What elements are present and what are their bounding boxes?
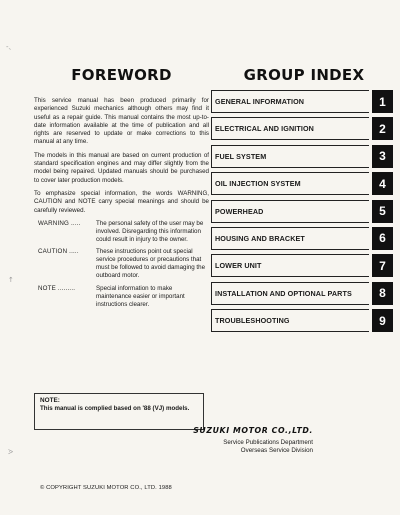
index-tab-number[interactable]: 4 — [372, 172, 393, 195]
company-name: SUZUKI MOTOR CO.,LTD. — [193, 426, 313, 435]
definition-text: The personal safety of the user may be involved. Disregarding this information could result in injury to the owner. — [96, 219, 204, 244]
note-box — [34, 393, 204, 430]
index-item-label: LOWER UNIT — [215, 261, 262, 271]
index-item-label: INSTALLATION AND OPTIONAL PARTS — [215, 288, 352, 298]
index-item-label: POWERHEAD — [215, 206, 264, 216]
index-item-label: HOUSING AND BRACKET — [215, 233, 305, 243]
note-text: This manual is complied based on '88 (VJ) models. — [40, 405, 190, 412]
publisher-block — [168, 426, 313, 456]
definition-term: CAUTION ..... — [38, 248, 79, 256]
index-item-lower-unit[interactable] — [211, 254, 393, 277]
copyright-notice: © COPYRIGHT SUZUKI MOTOR CO., LTD. 1988 — [40, 485, 172, 491]
definition-note — [34, 285, 209, 309]
foreword-title: FOREWORD — [71, 66, 172, 84]
definition-text: These instructions point out special service procedures or precautions that must be followed to avoid damaging the outboard motor. — [96, 248, 206, 280]
index-tab-number[interactable]: 1 — [372, 90, 393, 113]
index-tab-number[interactable]: 2 — [372, 117, 393, 140]
index-item-troubleshooting[interactable] — [211, 309, 393, 332]
margin-mark: ᐷ — [8, 448, 14, 456]
index-item-fuel-system[interactable] — [211, 145, 393, 168]
index-item-oil-injection-system[interactable] — [211, 172, 393, 195]
index-item-general-information[interactable] — [211, 90, 393, 113]
index-item-label: GENERAL INFORMATION — [215, 97, 305, 106]
definitions-list — [34, 220, 209, 309]
index-item-label: OIL INJECTION SYSTEM — [215, 179, 301, 189]
definition-warning — [34, 220, 209, 244]
note-heading: NOTE: — [40, 397, 60, 404]
index-tab-number[interactable]: 8 — [372, 282, 393, 305]
index-tab-number[interactable]: 5 — [372, 200, 393, 223]
index-item-label: ELECTRICAL AND IGNITION — [215, 124, 314, 134]
margin-mark: ↑ — [8, 276, 14, 284]
definition-caution — [34, 248, 209, 280]
foreword-paragraph: This service manual has been produced primarily for experienced Suzuki mechanics although others may find it useful as a repair guide. This manual contains the most up-to-date information available at the time of publication and all rights are reserved to update or make corrections to this manual at any time. — [34, 97, 209, 146]
index-item-powerhead[interactable] — [211, 200, 393, 223]
foreword-paragraph: The models in this manual are based on current production of standard specification engines and may differ slightly from the model being repaired. Updated manuals should be purchased to cover later production models. — [34, 151, 209, 184]
index-item-label: FUEL SYSTEM — [215, 151, 267, 161]
group-index — [211, 90, 393, 337]
department-line: Service Publications Department — [223, 439, 313, 446]
index-tab-number[interactable]: 6 — [372, 227, 393, 250]
index-item-installation-and-optional-parts[interactable] — [211, 282, 393, 305]
foreword-paragraph: To emphasize special information, the words WARNING, CAUTION and NOTE carry special meanings and should be carefully reviewed. — [34, 189, 209, 214]
index-item-electrical-and-ignition[interactable] — [211, 117, 393, 140]
index-item-housing-and-bracket[interactable] — [211, 227, 393, 250]
definition-term: NOTE ......... — [38, 284, 76, 292]
definition-term: WARNING ..... — [38, 219, 81, 227]
index-tab-number[interactable]: 3 — [372, 145, 393, 168]
definition-text: Special information to make maintenance easier or important instructions clearer. — [96, 284, 185, 308]
index-tab-number[interactable]: 7 — [372, 254, 393, 277]
margin-mark: -、 — [6, 43, 16, 51]
division-line: Overseas Service Division — [240, 447, 313, 455]
index-item-label: TROUBLESHOOTING — [215, 316, 290, 326]
group-index-title: GROUP INDEX — [243, 66, 365, 84]
index-tab-number[interactable]: 9 — [372, 309, 393, 332]
foreword-section — [34, 66, 209, 313]
